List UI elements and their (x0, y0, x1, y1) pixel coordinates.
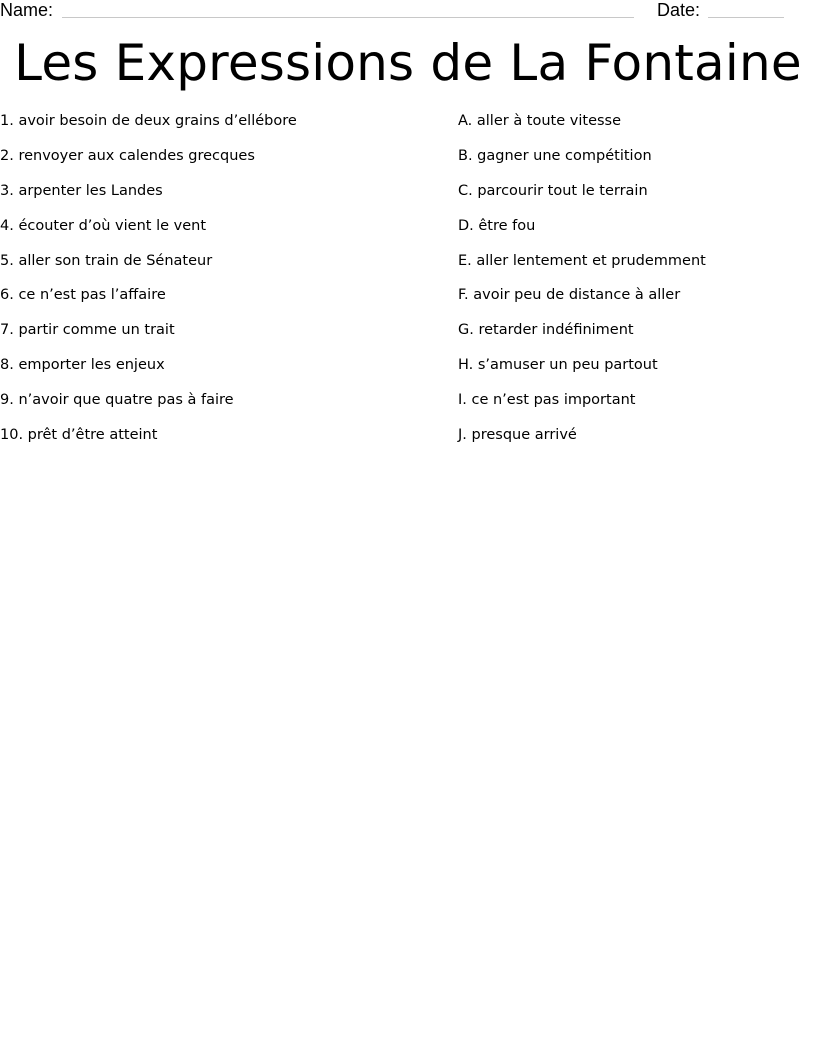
page-title: Les Expressions de La Fontaine (14, 34, 802, 92)
name-blank-line[interactable] (62, 17, 634, 18)
expressions-list (0, 111, 440, 460)
expression-item: 10. prêt d’être atteint (0, 427, 158, 444)
worksheet-header (0, 0, 816, 22)
expression-item: 4. écouter d’où vient le vent (0, 217, 207, 234)
name-label: Name: (0, 0, 54, 20)
expression-item: 8. emporter les enjeux (0, 357, 165, 374)
meaning-item: J. presque arrivé (458, 427, 577, 444)
expression-item: 1. avoir besoin de deux grains d’ellébore (0, 113, 297, 129)
meaning-item: B. gagner une compétition (458, 147, 652, 164)
meaning-item: D. être fou (458, 217, 536, 234)
expression-item: 9. n’avoir que quatre pas à faire (0, 392, 234, 409)
meaning-item: G. retarder indéfiniment (458, 322, 634, 339)
expression-item: 6. ce n’est pas l’affaire (0, 287, 166, 304)
meaning-item: F. avoir peu de distance à aller (458, 287, 681, 304)
meaning-item: A. aller à toute vitesse (458, 113, 622, 129)
meanings-list (458, 111, 808, 460)
meaning-item: C. parcourir tout le terrain (458, 182, 648, 199)
meaning-item: I. ce n’est pas important (458, 392, 636, 409)
date-blank-line[interactable] (708, 17, 784, 18)
expression-item: 7. partir comme un trait (0, 322, 175, 339)
meaning-item: E. aller lentement et prudemment (458, 252, 706, 269)
date-label: Date: (657, 0, 701, 20)
expression-item: 5. aller son train de Sénateur (0, 252, 213, 269)
expression-item: 2. renvoyer aux calendes grecques (0, 147, 255, 164)
meaning-item: H. s’amuser un peu partout (458, 357, 658, 374)
expression-item: 3. arpenter les Landes (0, 182, 163, 199)
